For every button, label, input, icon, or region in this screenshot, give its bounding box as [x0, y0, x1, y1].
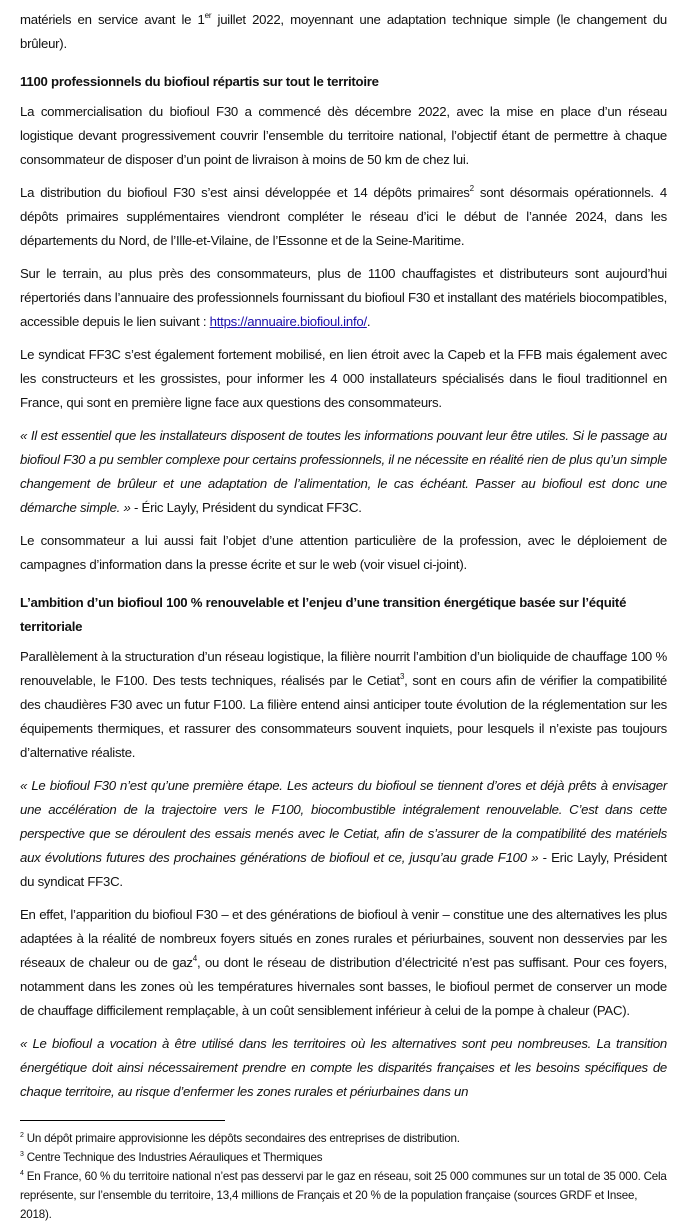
- paragraph: [20, 181, 667, 253]
- paragraph: [20, 262, 667, 334]
- quote-text: « Il est essentiel que les installateurs disposent de toutes les informations pouvant leur être utiles. Si le passage au biofioul F30 a pu sembler complexe pour certains professionnels, il ne nécessite en réalité rien de plus qu’un simple changement de brûleur et une adaptation de l’alimentation, le cas échéant. Passer au biofioul est donc une démarche simple. »: [20, 428, 667, 515]
- quote: [20, 424, 667, 520]
- footnote: [20, 1148, 667, 1167]
- footnote-ref[interactable]: 3: [399, 672, 405, 681]
- footnote-separator: [20, 1120, 225, 1121]
- text: .: [366, 314, 371, 329]
- annuaire-link[interactable]: https://annuaire.biofioul.info/: [209, 314, 367, 329]
- footnote-number: 4: [20, 1170, 24, 1177]
- footnote: [20, 1129, 667, 1148]
- footnote: [20, 1167, 667, 1224]
- quote-attribution: - Éric Layly, Président du syndicat FF3C.: [130, 500, 362, 515]
- quote: [20, 774, 667, 894]
- footnote-ref[interactable]: 4: [192, 954, 197, 963]
- text: Sur le terrain, au plus près des consommateurs, plus de 1100 chauffagistes et distributeurs sont aujourd’hui répertoriés dans l’annuaire des professionnels fournissant du biofioul F30 et installant des matériels biocompatibles, accessible depuis le lien suivant :: [20, 266, 667, 329]
- text: , ou dont le réseau de distribution d’électricité n’est pas suffisant. Pour ces foyers, notamment dans les zones où les températures hivernales sont basses, le biofioul permet de conserver un mode de chauffage difficilement remplaçable, à un coût sensiblement inférieur à celui de la pompe à chaleur (PAC).: [20, 955, 667, 1018]
- footnote-ref[interactable]: 2: [469, 184, 474, 193]
- text: La distribution du biofioul F30 s’est ainsi développée et 14 dépôts primaires: [20, 185, 470, 200]
- footnote-number: 3: [20, 1151, 24, 1158]
- paragraph: [20, 8, 667, 56]
- text: sont désormais opérationnels. 4 dépôts primaires supplémentaires viendront compléter le réseau d’ici le début de l’année 2024, dans les départements du Nord, de l’Ille-et-Vilaine, de l’Essonne et de la Seine-Maritime.: [20, 185, 667, 248]
- quote-text: « Le biofioul F30 n’est qu’une première étape. Les acteurs du biofioul se tiennent d’ores et déjà prêts à envisager une accélération de la trajectoire vers le F100, biocombustible intégralement renouvelable. C’est dans cette perspective que se déroulent des essais menés avec le Cetiat, afin de s’assurer de la compatibilité des matériels aux évolutions futures des prochaines générations de biofioul et ce, jusqu’au grade F100 »: [20, 778, 667, 865]
- section-heading: L’ambition d’un biofioul 100 % renouvelable et l’enjeu d’une transition énergétique basée sur l’équité territoriale: [20, 595, 627, 634]
- paragraph: [20, 903, 667, 1023]
- text: Parallèlement à la structuration d’un réseau logistique, la filière nourrit l’ambition d’un bioliquide de chauffage 100 % renouvelable, le F100. Des tests techniques, réalisés par le Cetiat: [20, 649, 667, 688]
- text: matériels en service avant le 1: [20, 12, 205, 27]
- paragraph: Le syndicat FF3C s’est également fortement mobilisé, en lien étroit avec la Capeb et la FFB mais également avec les constructeurs et les grossistes, pour informer les 4 000 installateurs spécialisés dans le fioul traditionnel en France, qui sont en première ligne face aux questions des consommateurs.: [20, 347, 667, 410]
- superscript: er: [204, 11, 212, 20]
- footnote-number: 2: [20, 1132, 24, 1139]
- text: juillet 2022, moyennant une adaptation technique simple (le changement du brûleur).: [20, 12, 667, 51]
- footnote-text: Centre Technique des Industries Aérauliques et Thermiques: [23, 1151, 323, 1164]
- paragraph: Le consommateur a lui aussi fait l’objet d’une attention particulière de la profession, avec le déploiement de campagnes d’information dans la presse écrite et sur le web (voir visuel ci-joint).: [20, 533, 667, 572]
- footnote-text: Un dépôt primaire approvisionne les dépôts secondaires des entreprises de distribution.: [23, 1132, 460, 1145]
- text: En effet, l’apparition du biofioul F30 – et des générations de biofioul à venir – constitue une des alternatives les plus adaptées à la réalité de nombreux foyers situés en zones rurales et périurbaines, souvent non desservies par les réseaux de chaleur ou de gaz: [20, 907, 667, 970]
- quote: « Le biofioul a vocation à être utilisé dans les territoires où les alternatives sont peu nombreuses. La transition énergétique doit ainsi nécessairement prendre en compte les disparités françaises et les besoins spécifiques de chaque territoire, au risque d’enfermer les zones rurales et périurbaines dans un: [20, 1036, 667, 1099]
- paragraph: [20, 645, 667, 765]
- footnote-text: En France, 60 % du territoire national n’est pas desservi par le gaz en réseau, soit 25 000 communes sur un total de 35 000. Cela représente, sur l’ensemble du territoire, 13,4 millions de Français et 20 % de la population française (sources GRDF et Insee, 2018).: [20, 1170, 667, 1221]
- section-heading: 1100 professionnels du biofioul répartis sur tout le territoire: [20, 74, 379, 89]
- quote-attribution: - Eric Layly, Président du syndicat FF3C.: [20, 850, 667, 889]
- paragraph: La commercialisation du biofioul F30 a commencé dès décembre 2022, avec la mise en place d’un réseau logistique devant progressivement couvrir l’ensemble du territoire national, l’objectif étant de permettre à chaque consommateur de disposer d’un point de livraison à moins de 50 km de chez lui.: [20, 104, 667, 167]
- text: , sont en cours afin de vérifier la compatibilité des chaudières F30 avec un futur F100. La filière entend ainsi anticiper toute évolution de la réglementation sur les équipements thermiques, et rassurer des consommateurs souvent inquiets, pour lesquels il n’existe pas toujours d’alternative réaliste.: [20, 673, 667, 760]
